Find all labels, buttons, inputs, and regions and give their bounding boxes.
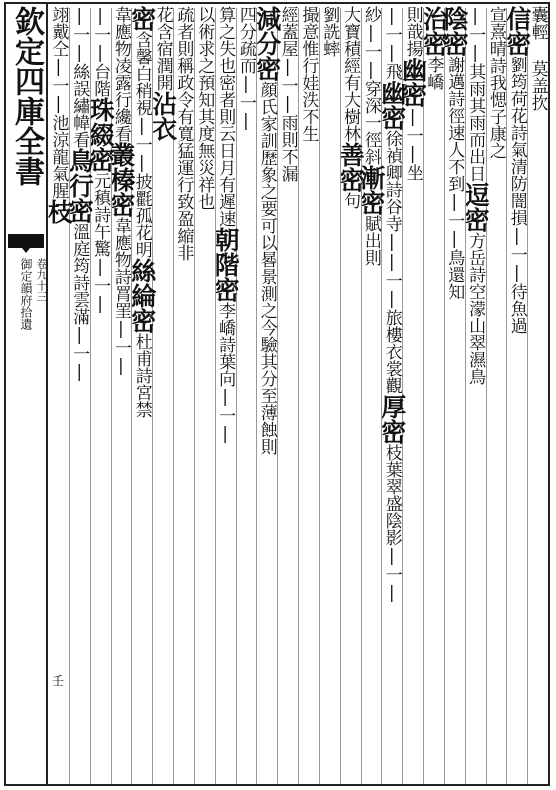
- fishtail-mark: [8, 234, 44, 248]
- headword: 鳥行密: [65, 148, 95, 223]
- headword: 治密: [419, 6, 449, 56]
- text-run: 花含宿潤開: [152, 6, 173, 91]
- headword: 絲綸密: [127, 258, 157, 333]
- text-run: 韋應物詩罥罣|一|: [110, 217, 131, 376]
- headword: 珠綴密: [86, 97, 116, 172]
- headword: 逗密: [461, 182, 491, 232]
- page-number: 壬: [52, 674, 65, 688]
- text-run: 紗|一|穿深一徑斜: [360, 6, 381, 165]
- text-run: 李嶠: [423, 56, 444, 90]
- text-run: 劉詵蟀: [319, 6, 340, 57]
- headword: 厚密: [377, 394, 407, 444]
- text-run: 李嶠詩葉向|一|: [215, 302, 236, 444]
- text-run: 囊輕 莫: [527, 6, 548, 77]
- headword: 幽密: [398, 57, 428, 107]
- text-run: |一|台階: [90, 6, 111, 97]
- headword: 沾衣: [148, 91, 178, 141]
- text-run: |一|坐: [402, 107, 423, 181]
- text-run: |一|絲誤繡幃看: [69, 6, 90, 148]
- text-run: 謝邁詩徑速人不到|一|鳥還知: [444, 56, 465, 300]
- text-run: 句: [340, 192, 361, 209]
- text-run: 疏者則稱政令有寬猛運行致盈縮非: [173, 6, 194, 261]
- text-run: 撮意惟行娃泆不生: [298, 6, 319, 142]
- main-text-area: [44, 4, 548, 784]
- text-run: |一|其雨其雨而出日: [465, 6, 486, 182]
- headword: 叢榛密: [106, 142, 136, 217]
- text-run: 大寶積經有大樹林: [340, 6, 361, 142]
- book-title: 御定韻府拾遺: [19, 258, 33, 330]
- text-run: 翊戴仝: [48, 6, 69, 57]
- text-run: 以術求之預知其度無災祥也: [194, 6, 215, 210]
- text-run: 方岳詩空濛山翠濕鳥: [465, 232, 486, 385]
- headword: 朝階密: [211, 227, 241, 302]
- text-run: 算之失也密者則云日月有遲速: [215, 6, 236, 227]
- text-run: 經蓋屋|一|雨則不漏: [277, 6, 298, 182]
- text-column: [44, 6, 74, 780]
- text-run: 盖扻: [527, 77, 548, 111]
- text-run: 劉筠荷花詩氣清防闇損|一|待魚過: [506, 56, 527, 334]
- text-run: 含馨白稍視|一|披氍孤花明: [131, 31, 152, 258]
- headword: 枝: [44, 199, 74, 224]
- text-run: 顔氏家訓歷象之要可以晷景測之今驗其分至薄蝕則: [256, 81, 277, 455]
- volume-label: 卷九十三: [35, 258, 48, 302]
- text-run: 則戠揚: [402, 6, 423, 57]
- headword: 陰密: [440, 6, 470, 56]
- margin-strip: [4, 2, 48, 786]
- headword: 信密: [502, 6, 532, 56]
- text-run: 賦出則: [360, 215, 381, 266]
- text-run: |一|飛: [381, 6, 402, 80]
- text-run: 元稹詩午驚|一|: [90, 172, 111, 314]
- text-run: 徐禎卿詩谷寺||一|旅樓衣裳觀: [381, 130, 402, 394]
- headword: 善密: [336, 142, 366, 192]
- headword: 減分密: [252, 6, 282, 81]
- text-run: 宣熹晴詩我愢子康之: [485, 6, 506, 159]
- text-run: 四分疏而|一|: [235, 6, 256, 131]
- book-series-title: 欽定四庫全書: [9, 6, 44, 186]
- text-run: 韋應物凌露行纔看: [110, 6, 131, 142]
- headword: 密: [127, 6, 157, 31]
- text-run: 枝葉翠盛陰影|一|: [381, 444, 402, 603]
- text-run: 溫庭筠詩雲滿|一|: [69, 223, 90, 382]
- text-run: 杜甫詩宮禁: [131, 333, 152, 418]
- headword: 漸密: [356, 165, 386, 215]
- headword: 幽密: [377, 80, 407, 130]
- text-run: |一|池涼龍氣腥: [48, 57, 69, 199]
